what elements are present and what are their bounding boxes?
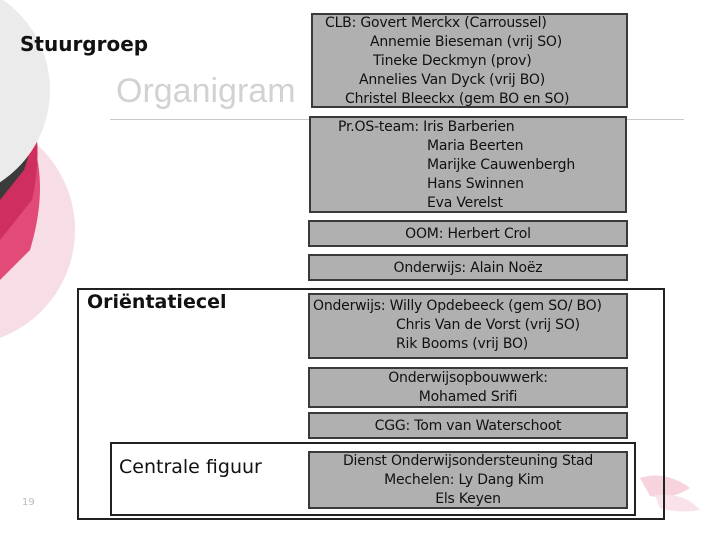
dienst-line: Dienst Onderwijsondersteuning Stad [342,453,594,469]
pros-team-box [309,116,627,213]
pros-line: Hans Swinnen [427,176,524,192]
onderwijsopbouwwerk-box [308,367,628,408]
cgg-box [308,412,628,439]
opbouwwerk-line: Onderwijsopbouwwerk: [388,370,548,386]
dienst-line: Mechelen: Ly Dang Kim [384,472,544,488]
pros-line: Maria Beerten [427,138,524,154]
cgg-text: CGG: Tom van Waterschoot [374,418,562,434]
onderwijs-noez-box [308,254,628,281]
dienst-line: Els Keyen [435,491,501,507]
orientatiecel-label: Oriëntatiecel [87,291,227,313]
onderwijs-line: Rik Booms (vrij BO) [396,336,529,352]
onderwijs-opdebeeck-box [308,293,628,359]
slide-title: Stuurgroep [20,32,149,56]
slide-subtitle: Organigram [116,72,296,110]
onderwijs-line: Chris Van de Vorst (vrij SO) [396,317,580,333]
clb-line: Annemie Bieseman (vrij SO) [370,34,562,50]
pros-line: Eva Verelst [427,195,503,211]
oom-box [308,220,628,247]
clb-line: Annelies Van Dyck (vrij BO) [359,72,545,88]
page-number: 19 [22,497,35,508]
oom-text: OOM: Herbert Crol [405,226,531,242]
centrale-figuur-label: Centrale figuur [119,456,262,478]
pros-line: Marijke Cauwenbergh [427,157,575,173]
clb-box [311,13,628,108]
clb-line: Tineke Deckmyn (prov) [373,53,532,69]
onderwijs-line: Onderwijs: Willy Opdebeeck (gem SO/ BO) [313,298,602,314]
pros-line: Pr.OS-team: Iris Barberien [338,119,515,135]
clb-line: Christel Bleeckx (gem BO en SO) [345,91,570,107]
clb-line: CLB: Govert Merckx (Carroussel) [325,15,547,31]
opbouwwerk-line: Mohamed Srifi [418,389,518,405]
onderwijs-noez-text: Onderwijs: Alain Noëz [393,260,543,276]
dienst-onderwijsondersteuning-box [308,451,628,509]
